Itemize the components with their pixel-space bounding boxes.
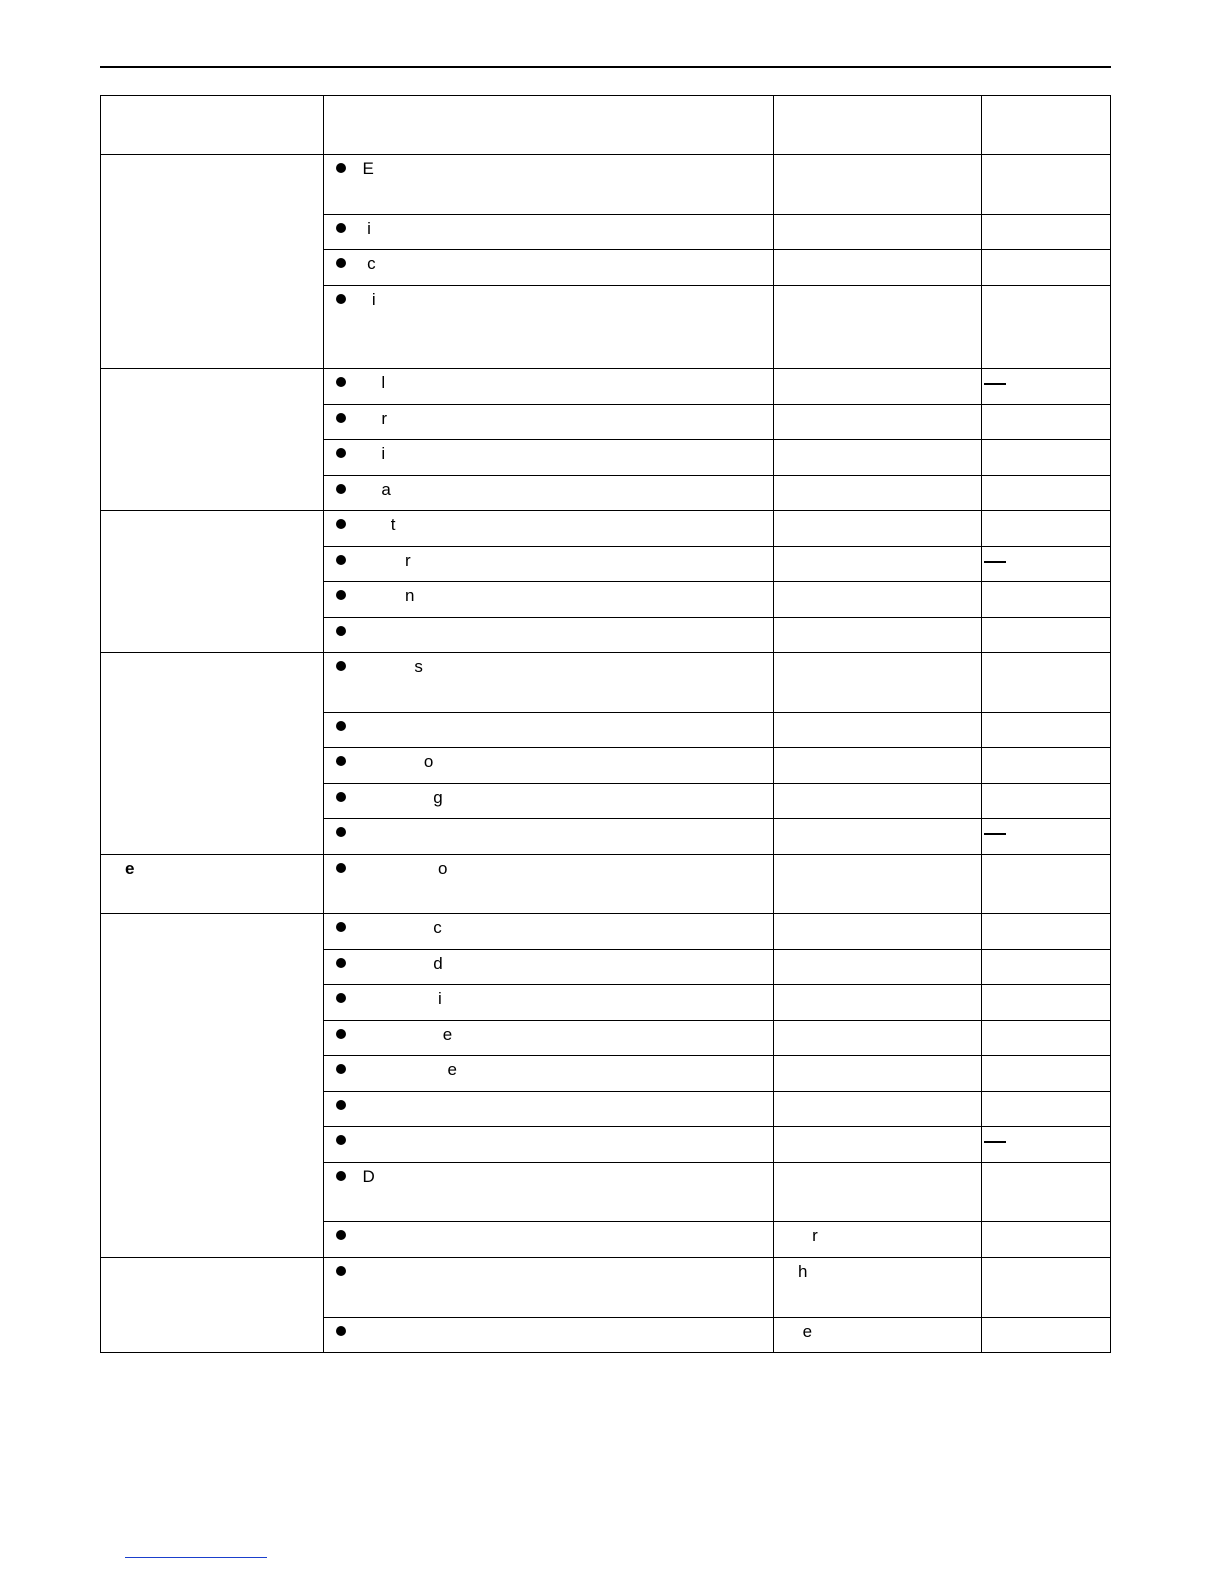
- value-text: [774, 582, 980, 586]
- header-cell: [981, 96, 1110, 155]
- note-cell: [981, 1318, 1110, 1353]
- item-text: i: [362, 219, 371, 238]
- table-row: [101, 855, 1111, 914]
- value-cell: [774, 286, 981, 369]
- item-cell: [324, 369, 774, 405]
- note-cell: [981, 155, 1110, 215]
- value-text: [774, 784, 980, 788]
- note-cell: [981, 440, 1110, 476]
- value-cell: [774, 1258, 981, 1318]
- item-text: s: [362, 657, 423, 676]
- dash-mark: [984, 383, 1006, 385]
- item-cell: [324, 748, 774, 784]
- item-text: D: [362, 1167, 375, 1186]
- item-cell: [324, 1222, 774, 1258]
- value-cell: [774, 618, 981, 653]
- category-cell: [101, 1258, 324, 1353]
- value-text: [774, 748, 980, 752]
- value-cell: [774, 440, 981, 476]
- item-text: e: [362, 1060, 457, 1079]
- category-label: [101, 369, 323, 373]
- dash-mark: [984, 833, 1006, 835]
- category-cell: [101, 155, 324, 369]
- table-row: [101, 155, 1111, 215]
- category-cell: [101, 855, 324, 914]
- value-cell: [774, 819, 981, 855]
- item-cell: [324, 914, 774, 950]
- value-text: [774, 476, 980, 480]
- value-text: h: [774, 1262, 808, 1281]
- item-cell: [324, 155, 774, 215]
- header-cell: [324, 96, 774, 155]
- note-cell: [981, 618, 1110, 653]
- bullet-icon: [336, 1266, 346, 1276]
- note-cell: [981, 1021, 1110, 1056]
- note-cell: [981, 215, 1110, 250]
- note-cell: [981, 653, 1110, 713]
- item-cell: [324, 405, 774, 440]
- value-text: [774, 369, 980, 373]
- value-cell: [774, 784, 981, 819]
- value-text: [774, 250, 980, 254]
- value-text: [774, 985, 980, 989]
- note-cell: [981, 250, 1110, 286]
- category-label: [101, 155, 323, 159]
- value-text: r: [774, 1226, 818, 1245]
- value-cell: [774, 748, 981, 784]
- table-row: [101, 1258, 1111, 1318]
- item-cell: [324, 1127, 774, 1163]
- document-table: [100, 95, 1111, 1353]
- table-row: [101, 914, 1111, 950]
- note-cell: [981, 713, 1110, 748]
- item-cell: [324, 1318, 774, 1353]
- bullet-icon: [336, 1230, 346, 1240]
- note-cell: [981, 369, 1110, 405]
- note-cell: [981, 1163, 1110, 1222]
- item-cell: [324, 985, 774, 1021]
- item-cell: [324, 440, 774, 476]
- bullet-icon: [336, 1100, 346, 1110]
- item-cell: [324, 1021, 774, 1056]
- item-text: c: [362, 918, 442, 937]
- value-text: [774, 155, 980, 159]
- value-text: [774, 819, 980, 823]
- table-row: [101, 653, 1111, 713]
- item-text: o: [362, 752, 434, 771]
- value-cell: [774, 476, 981, 511]
- category-cell: [101, 369, 324, 511]
- bullet-icon: [336, 1135, 346, 1145]
- item-cell: [324, 547, 774, 582]
- note-cell: [981, 1092, 1110, 1127]
- value-cell: [774, 1163, 981, 1222]
- value-text: [774, 1127, 980, 1131]
- note-cell: [981, 819, 1110, 855]
- header-rule: [100, 66, 1111, 68]
- value-cell: [774, 1021, 981, 1056]
- table-header-row: [101, 96, 1111, 155]
- item-text: i: [362, 444, 386, 463]
- note-cell: [981, 1127, 1110, 1163]
- item-cell: [324, 855, 774, 914]
- item-text: r: [362, 551, 411, 570]
- value-cell: [774, 369, 981, 405]
- table-row: [101, 369, 1111, 405]
- item-cell: [324, 618, 774, 653]
- item-cell: [324, 582, 774, 618]
- value-cell: [774, 215, 981, 250]
- value-text: e: [774, 1322, 813, 1341]
- value-text: [774, 1021, 980, 1025]
- note-cell: [981, 784, 1110, 819]
- item-cell: [324, 784, 774, 819]
- value-cell: [774, 250, 981, 286]
- category-label: [101, 511, 323, 515]
- item-cell: [324, 1258, 774, 1318]
- value-cell: [774, 713, 981, 748]
- item-cell: [324, 250, 774, 286]
- value-cell: [774, 155, 981, 215]
- bullet-icon: [336, 721, 346, 731]
- note-cell: [981, 405, 1110, 440]
- value-text: [774, 713, 980, 717]
- note-cell: [981, 950, 1110, 985]
- item-text: t: [362, 515, 396, 534]
- item-cell: [324, 1163, 774, 1222]
- note-cell: [981, 914, 1110, 950]
- value-text: [774, 215, 980, 219]
- header-cell: [774, 96, 981, 155]
- value-cell: [774, 855, 981, 914]
- footnote-link-line: [125, 1557, 267, 1558]
- value-text: [774, 618, 980, 622]
- note-cell: [981, 985, 1110, 1021]
- item-cell: [324, 653, 774, 713]
- value-text: [774, 547, 980, 551]
- note-cell: [981, 1258, 1110, 1318]
- dash-mark: [984, 1141, 1006, 1143]
- item-cell: [324, 215, 774, 250]
- value-text: [774, 1163, 980, 1167]
- value-cell: [774, 653, 981, 713]
- item-cell: [324, 713, 774, 748]
- value-text: [774, 1056, 980, 1060]
- value-cell: [774, 1092, 981, 1127]
- note-cell: [981, 748, 1110, 784]
- item-text: n: [362, 586, 415, 605]
- bullet-icon: [336, 827, 346, 837]
- item-text: e: [362, 1025, 453, 1044]
- note-cell: [981, 547, 1110, 582]
- item-text: g: [362, 788, 443, 807]
- item-text: l: [362, 373, 386, 392]
- value-text: [774, 653, 980, 657]
- value-text: [774, 440, 980, 444]
- item-cell: [324, 1056, 774, 1092]
- value-cell: [774, 985, 981, 1021]
- item-text: c: [362, 254, 376, 273]
- item-cell: [324, 950, 774, 985]
- item-cell: [324, 286, 774, 369]
- value-text: [774, 405, 980, 409]
- value-cell: [774, 511, 981, 547]
- table-row: [101, 511, 1111, 547]
- value-cell: [774, 1318, 981, 1353]
- value-text: [774, 855, 980, 859]
- value-text: [774, 950, 980, 954]
- dash-mark: [984, 561, 1006, 563]
- item-text: a: [362, 480, 391, 499]
- item-text: r: [362, 409, 387, 428]
- category-cell: [101, 653, 324, 855]
- header-cell: [101, 96, 324, 155]
- bullet-icon: [336, 626, 346, 636]
- value-cell: [774, 950, 981, 985]
- table-body: [101, 155, 1111, 1353]
- item-text: d: [362, 954, 443, 973]
- value-text: [774, 914, 980, 918]
- category-label: [101, 1258, 323, 1262]
- note-cell: [981, 855, 1110, 914]
- value-text: [774, 511, 980, 515]
- item-cell: [324, 511, 774, 547]
- item-cell: [324, 476, 774, 511]
- note-cell: [981, 511, 1110, 547]
- value-cell: [774, 405, 981, 440]
- category-cell: [101, 511, 324, 653]
- value-cell: [774, 547, 981, 582]
- value-cell: [774, 1222, 981, 1258]
- category-label: e: [125, 859, 135, 878]
- note-cell: [981, 1056, 1110, 1092]
- category-cell: [101, 914, 324, 1258]
- value-cell: [774, 914, 981, 950]
- note-cell: [981, 582, 1110, 618]
- item-text: E: [362, 159, 374, 178]
- bullet-icon: [336, 1326, 346, 1336]
- item-cell: [324, 819, 774, 855]
- item-text: i: [362, 290, 376, 309]
- category-label: [101, 653, 323, 657]
- category-label: [101, 914, 323, 918]
- note-cell: [981, 1222, 1110, 1258]
- value-cell: [774, 582, 981, 618]
- item-text: i: [362, 989, 442, 1008]
- value-text: [774, 286, 980, 290]
- value-text: [774, 1092, 980, 1096]
- value-cell: [774, 1056, 981, 1092]
- note-cell: [981, 476, 1110, 511]
- item-text: o: [362, 859, 448, 878]
- value-cell: [774, 1127, 981, 1163]
- note-cell: [981, 286, 1110, 369]
- item-cell: [324, 1092, 774, 1127]
